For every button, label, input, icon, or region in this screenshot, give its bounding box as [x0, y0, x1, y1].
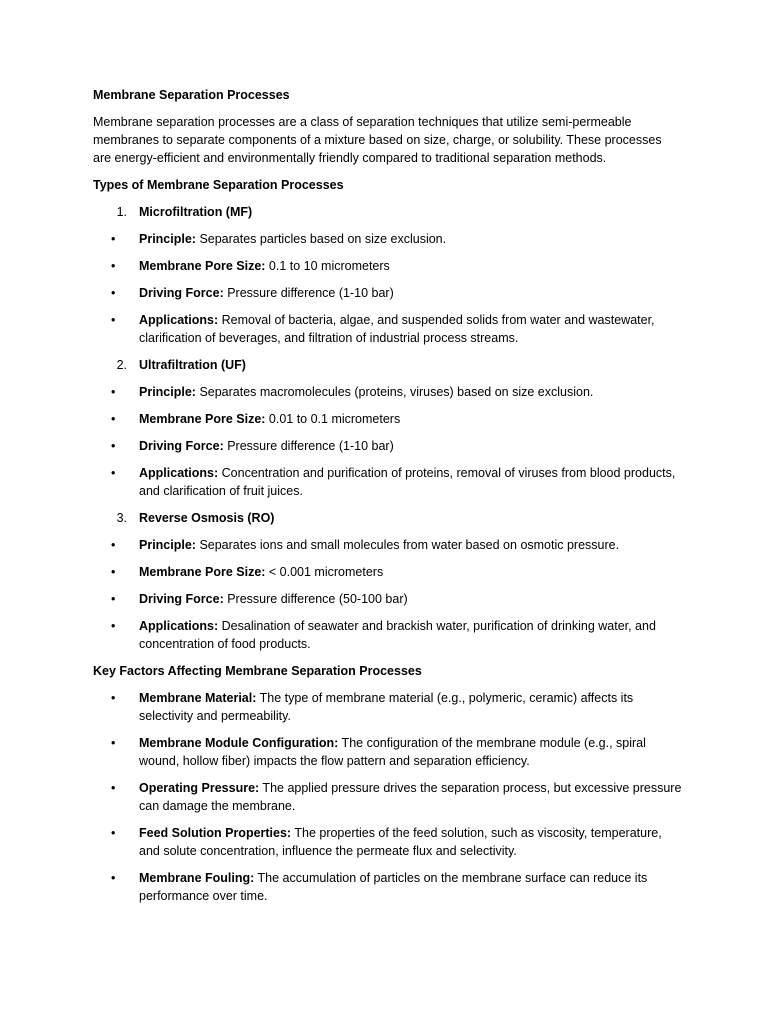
detail-label: Applications:	[139, 466, 219, 480]
bullet-icon: •	[111, 286, 116, 300]
bullet-icon: •	[111, 781, 116, 795]
detail-item	[93, 284, 683, 302]
process-name: Reverse Osmosis (RO)	[139, 511, 275, 525]
list-number: 2.	[116, 358, 127, 372]
bullet-icon: •	[111, 439, 116, 453]
detail-item	[93, 230, 683, 248]
process-name: Microfiltration (MF)	[139, 205, 253, 219]
document-body	[93, 86, 683, 914]
bullet-icon: •	[111, 385, 116, 399]
process-item-microfiltration	[93, 203, 683, 221]
detail-text: Desalination of seawater and brackish water, purification of drinking water, and concentration of food products.	[139, 619, 656, 651]
detail-text: Separates macromolecules (proteins, viruses) based on size exclusion.	[195, 385, 594, 399]
factor-item	[93, 824, 683, 860]
detail-item	[93, 410, 683, 428]
bullet-icon: •	[111, 313, 116, 327]
document-title: Membrane Separation Processes	[93, 88, 290, 102]
detail-item	[93, 563, 683, 581]
bullet-icon: •	[111, 259, 116, 273]
factors-list	[93, 689, 683, 905]
factors-heading: Key Factors Affecting Membrane Separation Processes	[93, 664, 422, 678]
detail-item	[93, 383, 683, 401]
bullet-icon: •	[111, 232, 116, 246]
detail-label: Applications:	[139, 313, 219, 327]
detail-item	[93, 464, 683, 500]
factor-label: Membrane Fouling:	[139, 871, 255, 885]
factor-label: Membrane Material:	[139, 691, 257, 705]
detail-text: 0.01 to 0.1 micrometers	[265, 412, 401, 426]
bullet-icon: •	[111, 736, 116, 750]
detail-label: Driving Force:	[139, 592, 224, 606]
bullet-icon: •	[111, 466, 116, 480]
factor-label: Operating Pressure:	[139, 781, 260, 795]
list-number: 1.	[116, 205, 127, 219]
factor-label: Membrane Module Configuration:	[139, 736, 339, 750]
bullet-icon: •	[111, 871, 116, 885]
detail-label: Driving Force:	[139, 439, 224, 453]
process-item-reverse-osmosis	[93, 509, 683, 527]
detail-item	[93, 590, 683, 608]
detail-label: Membrane Pore Size:	[139, 412, 266, 426]
factor-item	[93, 734, 683, 770]
detail-label: Membrane Pore Size:	[139, 259, 266, 273]
bullet-icon: •	[111, 538, 116, 552]
detail-label: Driving Force:	[139, 286, 224, 300]
detail-text: Pressure difference (50-100 bar)	[223, 592, 408, 606]
types-heading: Types of Membrane Separation Processes	[93, 178, 344, 192]
bullet-icon: •	[111, 691, 116, 705]
detail-item	[93, 311, 683, 347]
detail-label: Principle:	[139, 385, 196, 399]
detail-item	[93, 437, 683, 455]
factor-item	[93, 689, 683, 725]
bullet-icon: •	[111, 412, 116, 426]
detail-item	[93, 536, 683, 554]
factor-item	[93, 869, 683, 905]
detail-item	[93, 257, 683, 275]
factor-label: Feed Solution Properties:	[139, 826, 292, 840]
bullet-icon: •	[111, 592, 116, 606]
detail-label: Principle:	[139, 538, 196, 552]
detail-text: Pressure difference (1-10 bar)	[223, 439, 394, 453]
process-name: Ultrafiltration (UF)	[139, 358, 246, 372]
factor-text: The type of membrane material (e.g., polymeric, ceramic) affects its selectivity and permeability.	[139, 691, 634, 723]
factor-text: The properties of the feed solution, such as viscosity, temperature, and solute concentration, influence the permeate flux and selectivity.	[139, 826, 662, 858]
detail-item	[93, 617, 683, 653]
list-number: 3.	[116, 511, 127, 525]
detail-text: Separates particles based on size exclusion.	[195, 232, 447, 246]
detail-text: Separates ions and small molecules from water based on osmotic pressure.	[195, 538, 620, 552]
bullet-icon: •	[111, 619, 116, 633]
detail-text: Removal of bacteria, algae, and suspended solids from water and wastewater, clarification of beverages, and filtration of industrial process streams.	[139, 313, 655, 345]
factor-item	[93, 779, 683, 815]
detail-label: Principle:	[139, 232, 196, 246]
factor-text: The configuration of the membrane module (e.g., spiral wound, hollow fiber) impacts the flow pattern and separation efficiency.	[139, 736, 646, 768]
bullet-icon: •	[111, 565, 116, 579]
process-list	[93, 203, 683, 653]
intro-paragraph: Membrane separation processes are a class of separation techniques that utilize semi-permeable membranes to separate components of a mixture based on size, charge, or solubility. These processes are energy-efficient and environmentally friendly compared to traditional separation methods.	[93, 115, 662, 165]
detail-text: Concentration and purification of proteins, removal of viruses from blood products, and clarification of fruit juices.	[139, 466, 676, 498]
detail-text: 0.1 to 10 micrometers	[265, 259, 390, 273]
detail-label: Membrane Pore Size:	[139, 565, 266, 579]
process-item-ultrafiltration	[93, 356, 683, 374]
factor-text: The accumulation of particles on the membrane surface can reduce its performance over time.	[139, 871, 648, 903]
factor-text: The applied pressure drives the separation process, but excessive pressure can damage the membrane.	[139, 781, 682, 813]
detail-text: Pressure difference (1-10 bar)	[223, 286, 394, 300]
detail-text: < 0.001 micrometers	[265, 565, 384, 579]
bullet-icon: •	[111, 826, 116, 840]
detail-label: Applications:	[139, 619, 219, 633]
